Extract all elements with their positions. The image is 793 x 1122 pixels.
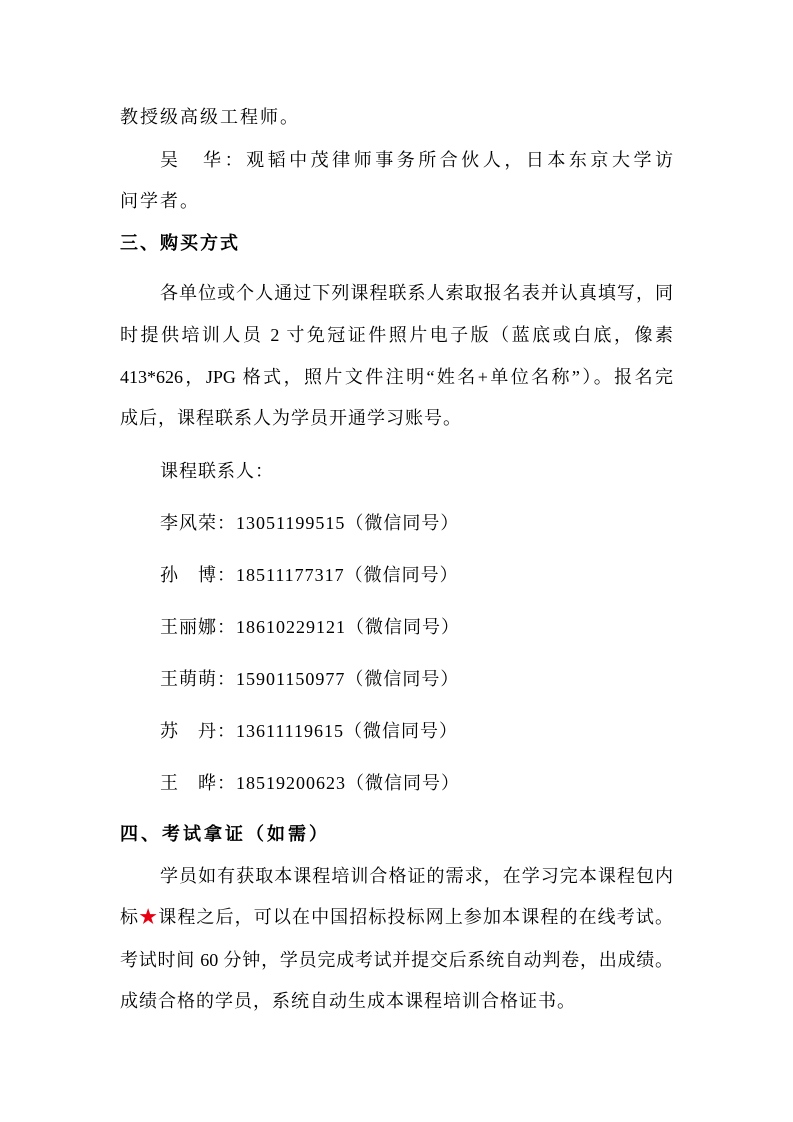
contact-separator: ：: [217, 721, 236, 741]
contact-row: [160, 771, 460, 795]
purchase-paragraph-line: 413*626，JPG 格式，照片文件注明“姓名+单位名称”）。报名完: [120, 367, 673, 387]
contact-note: （微信同号）: [346, 617, 460, 637]
bio-continuation: 教授级高级工程师。: [120, 107, 300, 127]
purchase-paragraph-line: 成后，课程联系人为学员开通学习账号。: [120, 408, 462, 428]
contact-phone: 15901150977: [236, 669, 346, 689]
contact-separator: ：: [217, 773, 236, 793]
contact-name: 苏 丹: [160, 721, 217, 741]
contact-name: 李风荣: [160, 513, 217, 533]
exam-paragraph-line: 考试时间 60 分钟，学员完成考试并提交后系统自动判卷，出成绩。: [120, 950, 673, 970]
contact-row: [160, 719, 458, 743]
purchase-paragraph-line: 各单位或个人通过下列课程联系人索取报名表并认真填写，同: [160, 283, 673, 303]
bio-wu-hua-line-2: 问学者。: [120, 191, 200, 211]
exam-paragraph-line: [120, 905, 673, 929]
contacts-label: 课程联系人：: [160, 461, 274, 481]
contact-phone: 13611119615: [236, 721, 344, 741]
bio-wu-hua-line-1: 吴 华：观韬中茂律师事务所合伙人，日本东京大学访: [160, 150, 673, 170]
section-heading-exam: 四、考试拿证（如需）: [120, 824, 330, 844]
contact-name: 王丽娜: [160, 617, 217, 637]
purchase-paragraph-line: 时提供培训人员 2 寸免冠证件照片电子版（蓝底或白底，像素: [120, 325, 673, 345]
contact-phone: 18519200623: [236, 773, 346, 793]
contact-name: 孙 博: [160, 565, 217, 585]
contact-separator: ：: [217, 565, 236, 585]
contact-note: （微信同号）: [345, 513, 460, 533]
contact-name: 王萌萌: [160, 669, 217, 689]
contact-note: （微信同号）: [346, 773, 460, 793]
exam-paragraph-line: 学员如有获取本课程培训合格证的需求，在学习完本课程包内: [160, 866, 673, 886]
contact-phone: 18511177317: [236, 565, 345, 585]
contact-note: （微信同号）: [344, 721, 458, 741]
exam-line-prefix: 标: [120, 907, 140, 927]
contact-row: [160, 667, 459, 691]
contact-phone: 18610229121: [236, 617, 346, 637]
contact-phone: 13051199515: [236, 513, 346, 533]
exam-paragraph-line: 成绩合格的学员，系统自动生成本课程培训合格证书。: [120, 991, 576, 1011]
contact-note: （微信同号）: [344, 565, 459, 585]
contact-note: （微信同号）: [345, 669, 460, 689]
contact-row: [160, 615, 460, 639]
contact-row: [160, 511, 459, 535]
contact-row: [160, 563, 459, 587]
section-heading-purchase: 三、购买方式: [120, 233, 240, 253]
contact-separator: ：: [217, 513, 236, 533]
contact-separator: ：: [217, 617, 236, 637]
contact-name: 王 晔: [160, 773, 217, 793]
exam-line-suffix: 课程之后，可以在中国招标投标网上参加本课程的在线考试。: [158, 907, 674, 927]
contact-separator: ：: [217, 669, 236, 689]
star-icon: ★: [139, 907, 159, 927]
